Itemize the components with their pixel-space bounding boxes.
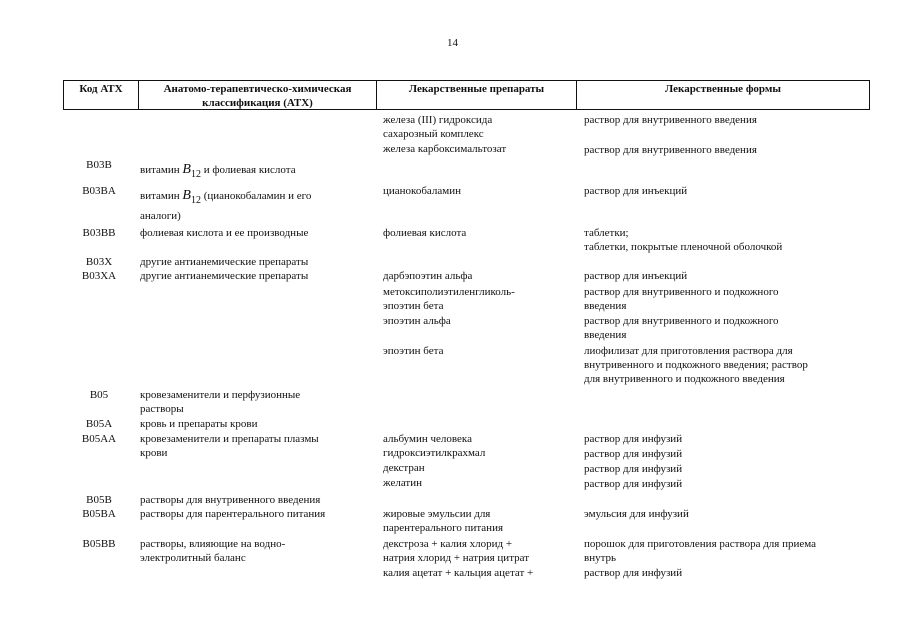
atc-classification: аналоги) (140, 210, 181, 222)
dosage-form: таблетки, покрытые пленочной оболочкой (584, 241, 783, 253)
atc-code: B05B (86, 494, 112, 506)
atc-classification: другие антианемические препараты (140, 256, 309, 268)
atc-classification (140, 163, 296, 182)
drug-name: эпоэтин альфа (383, 315, 451, 327)
atc-classification: кровезаменители и препараты плазмы (140, 433, 319, 445)
class-text: витамин (140, 164, 180, 176)
atc-classification: растворы для внутривенного введения (140, 494, 321, 506)
dosage-form: лиофилизат для приготовления раствора для (584, 345, 793, 357)
atc-classification: кровь и препараты крови (140, 418, 258, 430)
dosage-form: таблетки; (584, 227, 629, 239)
atc-code: B03BB (82, 227, 116, 239)
dosage-form: раствор для внутривенного введения (584, 144, 757, 156)
atc-code: B03B (86, 159, 112, 171)
dosage-form: раствор для инфузий (584, 567, 683, 579)
drug-name: эпоэтин бета (383, 345, 444, 357)
atc-code: B03X (85, 256, 113, 268)
atc-code: B05 (89, 389, 109, 401)
dosage-form: раствор для внутривенного введения (584, 114, 757, 126)
dosage-form: раствор для внутривенного и подкожного (584, 286, 779, 298)
atc-classification: другие антианемические препараты (140, 270, 309, 282)
atc-code: B05A (85, 418, 113, 430)
dosage-form: раствор для инъекций (584, 185, 688, 197)
atc-code: B05BB (82, 538, 116, 550)
dosage-form: раствор для инфузий (584, 433, 683, 445)
atc-classification: кровезаменители и перфузионные (140, 389, 301, 401)
dosage-form: раствор для внутривенного и подкожного (584, 315, 779, 327)
dosage-form: порошок для приготовления раствора для приема (584, 538, 817, 550)
atc-classification: фолиевая кислота и ее производные (140, 227, 309, 239)
drug-name: альбумин человека (383, 433, 472, 445)
dosage-form: раствор для инфузий (584, 463, 683, 475)
class-text: витамин (140, 190, 180, 202)
class-text: и фолиевая кислота (203, 164, 296, 176)
dosage-form: раствор для инфузий (584, 478, 683, 490)
atc-classification (140, 189, 311, 208)
header-drugs: Лекарственные препараты (377, 81, 577, 109)
drug-name: железа карбоксимальтозат (383, 143, 507, 155)
drug-name: гидроксиэтилкрахмал (383, 447, 486, 459)
drug-name: парентерального питания (383, 522, 504, 534)
dosage-form: внутривенного и подкожного введения; раствор (584, 359, 808, 371)
atc-classification: крови (140, 447, 168, 459)
dosage-form: эмульсия для инфузий (584, 508, 689, 520)
drug-name: метоксиполиэтиленгликоль- (383, 286, 515, 298)
drug-name: калия ацетат + кальция ацетат + (383, 567, 534, 579)
drug-name: жировые эмульсии для (383, 508, 491, 520)
class-text: (цианокобаламин и его (203, 190, 312, 202)
dosage-form: раствор для инфузий (584, 448, 683, 460)
table-header (63, 80, 870, 110)
drug-name: декстроза + калия хлорид + (383, 538, 513, 550)
dosage-form: введения (584, 329, 627, 341)
atc-classification: растворы для парентерального питания (140, 508, 326, 520)
drug-name: железа (III) гидроксида (383, 114, 493, 126)
drug-name: желатин (383, 477, 423, 489)
drug-name: дарбэпоэтин альфа (383, 270, 473, 282)
header-classification: Анатомо-терапевтическо-химическая классификация (АТХ) (139, 81, 377, 109)
drug-name: эпоэтин бета (383, 300, 444, 312)
atc-code: B05AA (81, 433, 117, 445)
dosage-form: введения (584, 300, 627, 312)
atc-classification: растворы, влияющие на водно- (140, 538, 286, 550)
atc-code: B03XA (81, 270, 117, 282)
drug-name: декстран (383, 462, 425, 474)
drug-name: фолиевая кислота (383, 227, 467, 239)
atc-code: B05BA (82, 508, 116, 520)
drug-name: цианокобаламин (383, 185, 462, 197)
dosage-form: внутрь (584, 552, 617, 564)
atc-code: B03BA (82, 185, 116, 197)
vitamin-b12-symbol: $B_{12}$ (182, 188, 201, 206)
dosage-form: раствор для инъекций (584, 270, 688, 282)
header-code: Код АТХ (64, 81, 139, 109)
atc-classification: электролитный баланс (140, 552, 246, 564)
page-number: 14 (447, 37, 458, 49)
atc-classification: растворы (140, 403, 184, 415)
header-forms: Лекарственные формы (665, 83, 781, 95)
dosage-form: для внутривенного и подкожного введения (584, 373, 785, 385)
vitamin-b12-symbol: $B_{12}$ (182, 162, 201, 180)
drug-name: сахарозный комплекс (383, 128, 484, 140)
drug-name: натрия хлорид + натрия цитрат (383, 552, 530, 564)
